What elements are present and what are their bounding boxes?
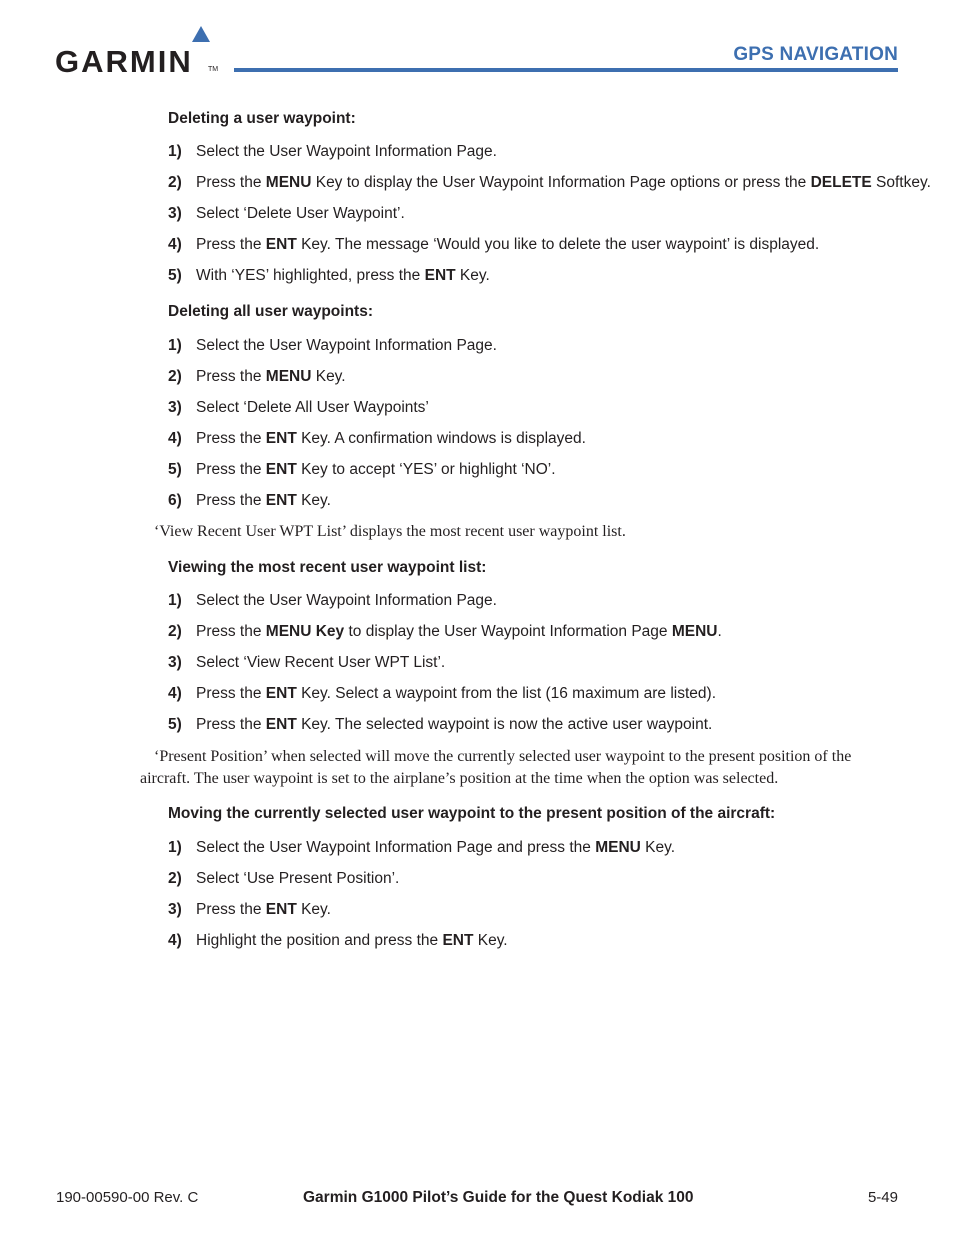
garmin-logo — [55, 26, 220, 79]
step-text-fragment: Key to accept ‘YES’ or highlight ‘NO’. — [296, 461, 556, 478]
step-text-fragment: Softkey. — [871, 174, 931, 191]
step-number: 1) — [168, 337, 182, 354]
step-number: 3) — [168, 205, 182, 222]
key-name: MENU — [265, 174, 312, 191]
key-name: ENT — [265, 901, 297, 918]
step-number: 3) — [168, 654, 182, 671]
step-number: 1) — [168, 143, 182, 160]
procedure-heading: Viewing the most recent user waypoint list: — [168, 559, 487, 576]
header-rule — [234, 68, 898, 72]
step-text — [196, 839, 675, 857]
step-text — [196, 461, 556, 479]
step-text-fragment: Select the User Waypoint Information Page and press the — [196, 839, 596, 856]
step-number: 5) — [168, 267, 182, 284]
body-paragraph: ‘Present Position’ when selected will move the currently selected user waypoint to the present position of the aircraft. The user waypoint is set to the airplane’s position at the time when the option was selected. — [140, 748, 852, 787]
step-text-fragment: Select ‘Delete User Waypoint’. — [196, 205, 405, 222]
step-text-fragment: Key. — [311, 368, 346, 385]
procedure-heading: Deleting all user waypoints: — [168, 303, 373, 320]
body-paragraph: ‘View Recent User WPT List’ displays the most recent user waypoint list. — [154, 523, 626, 540]
step-text-fragment: Press the — [196, 685, 266, 702]
logo-text: GARMIN — [55, 44, 193, 79]
step-text-fragment: Select the User Waypoint Information Page. — [196, 337, 497, 354]
step-text-fragment: Select ‘View Recent User WPT List’. — [196, 654, 446, 671]
step-number: 4) — [168, 430, 182, 447]
step-text-fragment: Select the User Waypoint Information Page. — [196, 592, 497, 609]
step-text — [196, 399, 429, 417]
step-text — [196, 430, 586, 448]
step-text-fragment: Key. The selected waypoint is now the active user waypoint. — [296, 716, 713, 733]
step-text — [196, 685, 716, 703]
step-text-fragment: With ‘YES’ highlighted, press the — [196, 267, 425, 284]
step-text — [196, 870, 399, 888]
step-text — [196, 368, 346, 386]
key-name: ENT — [442, 932, 474, 949]
step-text-fragment: Key. — [640, 839, 676, 856]
step-text — [196, 654, 445, 672]
step-text-fragment: Key. — [296, 492, 331, 509]
step-number: 2) — [168, 870, 182, 887]
step-number: 6) — [168, 492, 182, 509]
step-text-fragment: Press the — [196, 623, 266, 640]
step-number: 4) — [168, 236, 182, 253]
step-text-fragment: Key. — [296, 901, 331, 918]
key-name: DELETE — [810, 174, 872, 191]
step-number: 2) — [168, 368, 182, 385]
step-text — [196, 623, 722, 641]
key-name: ENT — [265, 716, 297, 733]
key-name: MENU — [595, 839, 641, 856]
step-text-fragment: Key. A confirmation windows is displayed. — [296, 430, 586, 447]
step-number: 3) — [168, 901, 182, 918]
step-text — [196, 143, 497, 161]
step-text-fragment: Key. Select a waypoint from the list (16 maximum are listed). — [296, 685, 717, 702]
step-text-fragment: Key. — [455, 267, 490, 284]
step-text-fragment: Key. — [473, 932, 508, 949]
step-text — [196, 337, 497, 355]
step-text-fragment: Press the — [196, 492, 266, 509]
step-text — [196, 205, 405, 223]
step-text — [196, 932, 508, 950]
step-text — [196, 592, 497, 610]
step-number: 1) — [168, 839, 182, 856]
step-text-fragment: Press the — [196, 430, 266, 447]
key-name: ENT — [265, 492, 297, 509]
step-text-fragment: Press the — [196, 236, 266, 253]
step-text-fragment: Key to display the User Waypoint Information Page options or press the — [311, 174, 811, 191]
key-name: ENT — [424, 267, 456, 284]
procedure-heading: Deleting a user waypoint: — [168, 110, 356, 127]
step-number: 5) — [168, 461, 182, 478]
step-text — [196, 716, 712, 734]
step-number: 1) — [168, 592, 182, 609]
key-name: MENU — [671, 623, 718, 640]
step-text-fragment: to display the User Waypoint Information Page — [344, 623, 672, 640]
section-title: GPS NAVIGATION — [733, 44, 898, 65]
procedure-heading: Moving the currently selected user waypoint to the present position of the aircraft: — [168, 805, 776, 822]
step-text-fragment: Press the — [196, 174, 266, 191]
step-text-fragment: Press the — [196, 461, 266, 478]
key-name: ENT — [265, 685, 297, 702]
step-text — [196, 492, 331, 510]
step-text-fragment: . — [717, 623, 722, 640]
step-text-fragment: Press the — [196, 368, 266, 385]
step-text — [196, 174, 931, 192]
step-text — [196, 236, 819, 254]
logo-trademark: TM — [208, 66, 219, 73]
footer-title: Garmin G1000 Pilot’s Guide for the Quest Kodiak 100 — [303, 1189, 694, 1206]
key-name: MENU — [265, 368, 312, 385]
step-number: 2) — [168, 623, 182, 640]
step-number: 4) — [168, 685, 182, 702]
garmin-triangle-icon — [192, 26, 210, 42]
step-number: 3) — [168, 399, 182, 416]
step-text-fragment: Highlight the position and press the — [196, 932, 443, 949]
step-text-fragment: Select ‘Use Present Position’. — [196, 870, 400, 887]
step-text-fragment: Select the User Waypoint Information Page. — [196, 143, 497, 160]
step-text — [196, 267, 490, 285]
step-text-fragment: Press the — [196, 901, 266, 918]
footer-page-number: 5-49 — [867, 1189, 898, 1206]
key-name: MENU Key — [265, 623, 345, 640]
key-name: ENT — [265, 461, 297, 478]
step-text-fragment: Select ‘Delete All User Waypoints’ — [196, 399, 429, 416]
step-text-fragment: Press the — [196, 716, 266, 733]
step-number: 2) — [168, 174, 182, 191]
footer-doc-number: 190-00590-00 Rev. C — [56, 1189, 199, 1206]
step-number: 5) — [168, 716, 182, 733]
step-text — [196, 901, 331, 919]
step-text-fragment: Key. The message ‘Would you like to delete the user waypoint’ is displayed. — [296, 236, 820, 253]
step-number: 4) — [168, 932, 182, 949]
key-name: ENT — [265, 430, 297, 447]
key-name: ENT — [265, 236, 297, 253]
